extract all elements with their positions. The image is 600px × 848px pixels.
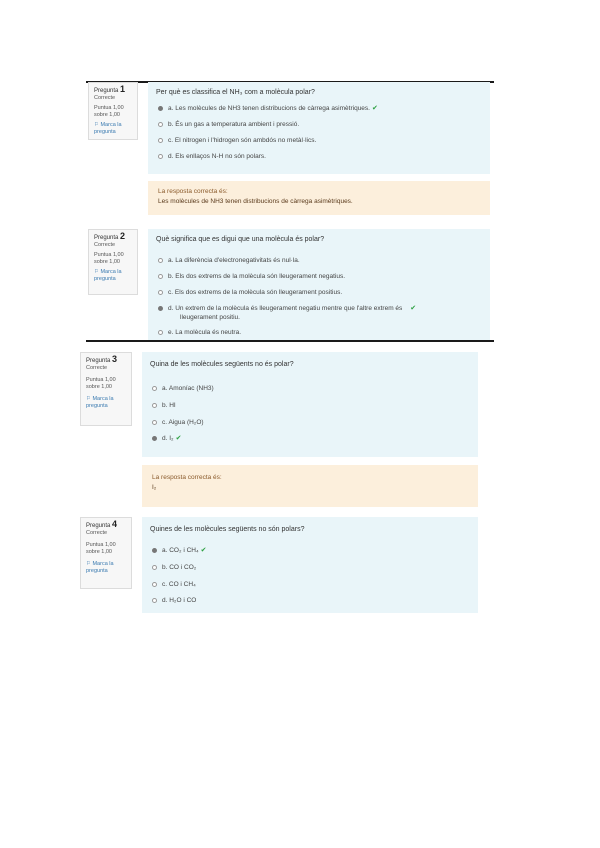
question-number-3: Pregunta 3 bbox=[86, 354, 118, 364]
radio-button[interactable] bbox=[158, 258, 163, 263]
question-panel-3 bbox=[142, 352, 478, 457]
feedback-panel-3 bbox=[142, 465, 478, 507]
flag-question-1[interactable]: ⚐ Marca la pregunta bbox=[94, 122, 122, 135]
answer-option-4c[interactable]: c. CO i CH₄ bbox=[152, 581, 196, 589]
question-info-4 bbox=[80, 517, 132, 589]
question-score-1: Puntua 1,00 sobre 1,00 bbox=[94, 105, 124, 118]
feedback-label-1: La resposta correcta és: bbox=[158, 188, 228, 195]
answer-option-2a[interactable]: a. La diferència d'electronegativitats és nul·la. bbox=[158, 257, 300, 265]
question-text-1: Per què es classifica el NH₃ com a molècula polar? bbox=[156, 89, 315, 96]
answer-option-1a[interactable]: a. Les molècules de NH3 tenen distribucions de càrrega asimètriques. ✔ bbox=[158, 105, 378, 113]
feedback-answer-1: Les molècules de NH3 tenen distribucions de càrrega asimètriques. bbox=[158, 198, 353, 205]
radio-button[interactable] bbox=[152, 403, 157, 408]
middle-divider bbox=[86, 340, 494, 342]
check-icon: ✔ bbox=[371, 105, 378, 112]
answer-option-2d-line2: lleugerament positiu. bbox=[180, 314, 240, 321]
question-score-2: Puntua 1,00 sobre 1,00 bbox=[94, 252, 124, 265]
flag-question-3[interactable]: ⚐ Marca la pregunta bbox=[86, 396, 114, 409]
answer-option-4a[interactable]: a. CO₂ i CH₄ ✔ bbox=[152, 547, 206, 555]
question-status-2: Correcte bbox=[94, 242, 116, 248]
question-number-1: Pregunta 1 bbox=[94, 84, 126, 94]
radio-button[interactable] bbox=[158, 274, 163, 279]
flag-icon: ⚐ bbox=[94, 122, 99, 128]
question-status-3: Correcte bbox=[86, 365, 108, 371]
answer-option-2c[interactable]: c. Els dos extrems de la molècula són lleugerament positius. bbox=[158, 289, 342, 297]
question-score-4: Puntua 1,00 sobre 1,00 bbox=[86, 542, 116, 555]
question-number-4: Pregunta 4 bbox=[86, 519, 118, 529]
check-icon: ✔ bbox=[175, 435, 182, 442]
question-status-1: Correcte bbox=[94, 95, 116, 101]
question-text-3: Quina de les molècules següents no és polar? bbox=[150, 361, 294, 368]
question-panel-2 bbox=[148, 229, 490, 340]
radio-button[interactable] bbox=[158, 122, 163, 127]
question-info-2 bbox=[88, 229, 138, 295]
feedback-answer-3: I₂ bbox=[152, 484, 157, 491]
answer-option-2e[interactable]: e. La molècula és neutra. bbox=[158, 329, 241, 337]
answer-option-1c[interactable]: c. El nitrogen i l'hidrogen són ambdós no metàl·lics. bbox=[158, 137, 316, 145]
radio-button[interactable] bbox=[152, 548, 157, 553]
radio-button[interactable] bbox=[158, 138, 163, 143]
radio-button[interactable] bbox=[158, 330, 163, 335]
answer-option-2b[interactable]: b. Els dos extrems de la molècula són lleugerament negatius. bbox=[158, 273, 345, 281]
check-icon: ✔ bbox=[200, 547, 207, 554]
feedback-panel-1 bbox=[148, 181, 490, 215]
radio-button[interactable] bbox=[152, 420, 157, 425]
question-number-2: Pregunta 2 bbox=[94, 231, 126, 241]
radio-button[interactable] bbox=[158, 106, 163, 111]
question-score-3: Puntua 1,00 sobre 1,00 bbox=[86, 377, 116, 390]
feedback-label-3: La resposta correcta és: bbox=[152, 474, 222, 481]
answer-option-3a[interactable]: a. Amoníac (NH3) bbox=[152, 385, 214, 393]
question-info-1 bbox=[88, 82, 138, 140]
answer-option-2d[interactable]: d. Un extrem de la molècula és lleugerament negatiu mentre que l'altre extrem és ✔ bbox=[158, 305, 416, 313]
radio-button[interactable] bbox=[152, 598, 157, 603]
radio-button[interactable] bbox=[152, 436, 157, 441]
answer-option-1d[interactable]: d. Els enllaços N-H no són polars. bbox=[158, 153, 266, 161]
answer-option-4b[interactable]: b. CO i CO₂ bbox=[152, 564, 196, 572]
question-panel-4 bbox=[142, 517, 478, 613]
question-status-4: Correcte bbox=[86, 530, 108, 536]
question-text-2: Què significa que es digui que una molècula és polar? bbox=[156, 236, 325, 243]
flag-question-4[interactable]: ⚐ Marca la pregunta bbox=[86, 561, 114, 574]
radio-button[interactable] bbox=[158, 290, 163, 295]
flag-question-2[interactable]: ⚐ Marca la pregunta bbox=[94, 269, 122, 282]
question-text-4: Quines de les molècules següents no són polars? bbox=[150, 526, 305, 533]
question-panel-1 bbox=[148, 82, 490, 174]
radio-button[interactable] bbox=[158, 154, 163, 159]
flag-icon: ⚐ bbox=[86, 396, 91, 402]
answer-option-4d[interactable]: d. H₂O i CO bbox=[152, 597, 196, 605]
question-info-3 bbox=[80, 352, 132, 426]
answer-option-3b[interactable]: b. HI bbox=[152, 402, 176, 410]
answer-option-1b[interactable]: b. És un gas a temperatura ambient i pressió. bbox=[158, 121, 299, 129]
flag-icon: ⚐ bbox=[86, 561, 91, 567]
radio-button[interactable] bbox=[152, 582, 157, 587]
flag-icon: ⚐ bbox=[94, 269, 99, 275]
radio-button[interactable] bbox=[158, 306, 163, 311]
radio-button[interactable] bbox=[152, 386, 157, 391]
answer-option-3c[interactable]: c. Aigua (H₂O) bbox=[152, 419, 204, 427]
radio-button[interactable] bbox=[152, 565, 157, 570]
check-icon: ✔ bbox=[410, 305, 417, 312]
answer-option-3d[interactable]: d. I₂ ✔ bbox=[152, 435, 181, 443]
